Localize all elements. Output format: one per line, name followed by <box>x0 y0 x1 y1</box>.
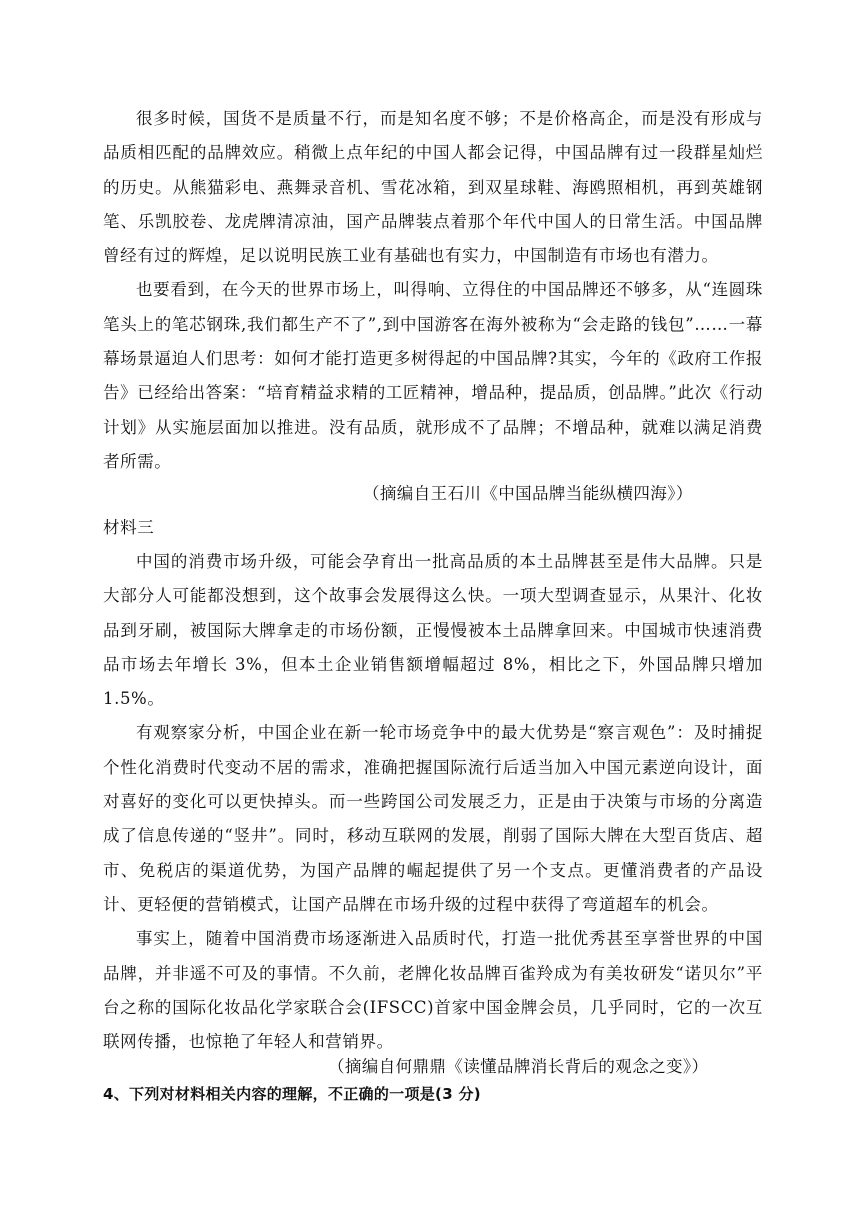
paragraph: 也要看到，在今天的世界市场上，叫得响、立得住的中国品牌还不够多，从“连圆珠笔头上的笔芯钢珠,我们都生产不了”,到中国游客在海外被称为“会走路的钱包”……一幕幕场景逼迫人们思考：如何才能打造更多树得起的中国品牌?其实，今年的《政府工作报告》已经给出答案：“培育精益求精的工匠精神，增品种，提品质，创品牌。”此次《行动计划》从实施层面加以推进。没有品质，就形成不了品牌；不增品种，就难以满足消费者所需。 <box>103 280 763 471</box>
source-citation: （摘编自何鼎鼎《读懂品牌消长背后的观念之变》） <box>328 1057 709 1076</box>
paragraph: 中国的消费市场升级，可能会孕育出一批高品质的本土品牌甚至是伟大品牌。只是大部分人可能都没想到，这个故事会发展得这么快。一项大型调查显示，从果汁、化妆品到牙刷，被国际大牌拿走的市场份额，正慢慢被本土品牌拿回来。中国城市快速消费品市场去年增长 3%，但本土企业销售额增幅超过 8%，相比之下，外国品牌只增加 1.5%。 <box>103 552 763 709</box>
paragraph: 事实上，随着中国消费市场逐渐进入品质时代，打造一批优秀甚至享誉世界的中国品牌，并非遥不可及的事情。不久前，老牌化妆品牌百雀羚成为有美妆研发“诺贝尔”平台之称的国际化妆品化学家联合会(IFSCC)首家中国金牌会员，几乎同时，它的一次互联网传播，也惊艳了年轻人和营销界。 <box>103 929 763 1052</box>
paragraph: 很多时候，国货不是质量不行，而是知名度不够；不是价格高企，而是没有形成与品质相匹配的品牌效应。稍微上点年纪的中国人都会记得，中国品牌有过一段群星灿烂的历史。从熊猫彩电、燕舞录音机、雪花冰箱，到双星球鞋、海鸥照相机，再到英雄钢笔、乐凯胶卷、龙虎牌清凉油，国产品牌装点着那个年代中国人的日常生活。中国品牌曾经有过的辉煌，足以说明民族工业有基础也有实力，中国制造有市场也有潜力。 <box>103 109 763 266</box>
source-citation: （摘编自王石川《中国品牌当能纵横四海》） <box>363 484 693 503</box>
material-three-body <box>103 545 763 1059</box>
material-two-body <box>103 102 763 479</box>
paragraph: 有观察家分析，中国企业在新一轮市场竞争中的最大优势是“察言观色”：及时捕捉个性化消费时代变动不居的需求，准确把握国际流行后适当加入中国元素逆向设计，面对喜好的变化可以更快掉头。而一些跨国公司发展乏力，正是由于决策与市场的分离造成了信息传递的“竖井”。同时，移动互联网的发展，削弱了国际大牌在大型百货店、超市、免税店的渠道优势，为国产品牌的崛起提供了另一个支点。更懂消费者的产品设计、更轻便的营销模式，让国产品牌在市场升级的过程中获得了弯道超车的机会。 <box>103 723 763 914</box>
section-label: 材料三 <box>103 518 155 537</box>
question-prompt: 4、下列对材料相关内容的理解，不正确的一项是(3 分) <box>103 1085 481 1103</box>
